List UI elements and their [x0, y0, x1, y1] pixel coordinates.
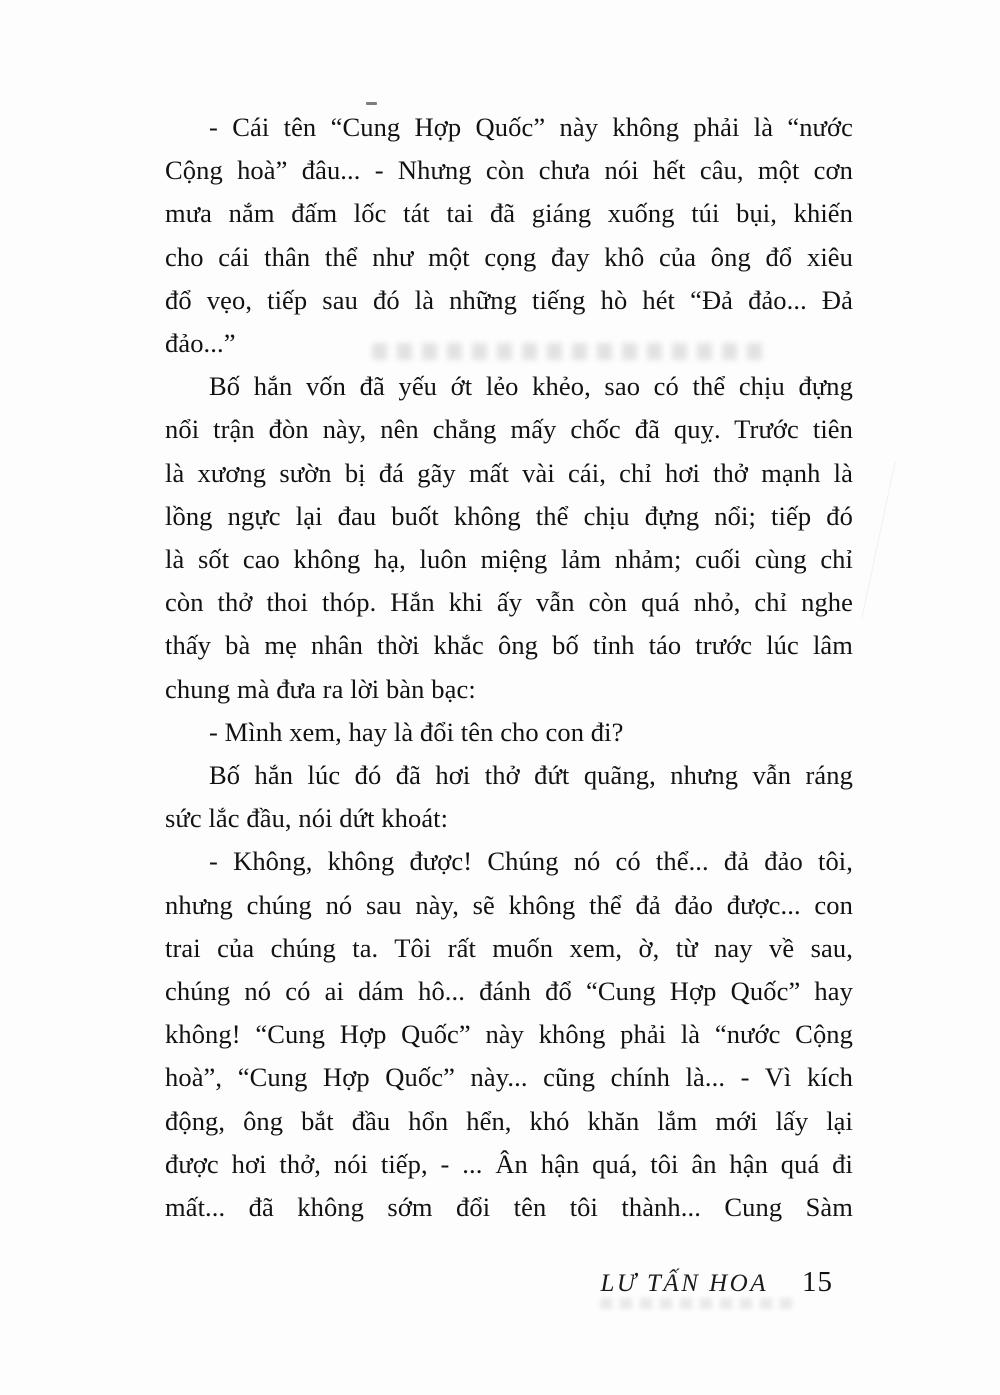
- text-line: là sốt cao không hạ, luôn miệng lảm nhảm; cuối cùng chỉ: [165, 544, 853, 575]
- text-line: động, ông bắt đầu hổn hển, khó khăn lắm mới lấy lại: [165, 1105, 853, 1136]
- text-line: trai của chúng ta. Tôi rất muốn xem, ờ, từ nay về sau,: [165, 932, 853, 963]
- text-line: cho cái thân thể như một cọng đay khô của ông đổ xiêu: [165, 241, 853, 272]
- text-line: không! “Cung Hợp Quốc” này không phải là “nước Cộng: [165, 1019, 853, 1050]
- paragraph: [165, 840, 853, 1229]
- text-line: Cộng hoà” đâu... - Nhưng còn chưa nói hết câu, một cơn: [165, 155, 853, 186]
- scan-dash-artifact: [366, 102, 377, 105]
- paragraph: [165, 711, 853, 754]
- text-line: đổ vẹo, tiếp sau đó là những tiếng hò hét “Đả đảo... Đả: [165, 284, 853, 315]
- text-line: nổi trận đòn này, nên chẳng mấy chốc đã quỵ. Trước tiên: [165, 414, 853, 445]
- text-line: là xương sườn bị đá gãy mất vài cái, chỉ hơi thở mạnh là: [165, 457, 853, 488]
- text-line: đảo...”: [165, 328, 236, 359]
- text-line: hoà”, “Cung Hợp Quốc” này... cũng chính là... - Vì kích: [165, 1062, 853, 1093]
- page-footer: [601, 1266, 833, 1299]
- ghost-smudge-artifact: [600, 1298, 800, 1309]
- text-line: lồng ngực lại đau buốt không thể chịu đựng nổi; tiếp đó: [165, 500, 853, 531]
- scan-scratch-artifact: [861, 462, 895, 619]
- text-line: - Mình xem, hay là đổi tên cho con đi?: [209, 716, 624, 747]
- text-line: - Cái tên “Cung Hợp Quốc” này không phải là “nước: [209, 112, 853, 142]
- text-line: chúng nó có ai dám hô... đánh đổ “Cung Hợp Quốc” hay: [165, 976, 853, 1007]
- text-line: mưa nắm đấm lốc tát tai đã giáng xuống túi bụi, khiến: [165, 198, 853, 229]
- text-line: - Không, không được! Chúng nó có thể... đả đảo tôi,: [209, 846, 853, 877]
- text-line: chung mà đưa ra lời bàn bạc:: [165, 673, 476, 704]
- text-line: được hơi thở, nói tiếp, - ... Ân hận quá, tôi ân hận quá đi: [165, 1148, 853, 1179]
- text-line: nhưng chúng nó sau này, sẽ không thể đả đảo được... con: [165, 889, 853, 920]
- page-text: [165, 106, 853, 1229]
- text-line: sức lắc đầu, nói dứt khoát:: [165, 803, 449, 834]
- author-name: LƯ TẤN HOA: [600, 1270, 768, 1297]
- paragraph: [165, 754, 853, 840]
- text-line: Bố hắn lúc đó đã hơi thở đứt quãng, nhưng vẫn ráng: [209, 760, 853, 791]
- text-line: mất... đã không sớm đổi tên tôi thành... Cung Sàm: [165, 1192, 853, 1223]
- paragraph: [165, 365, 853, 711]
- text-line: còn thở thoi thóp. Hắn khi ấy vẫn còn quá nhỏ, chỉ nghe: [165, 587, 853, 618]
- page-number: 15: [802, 1266, 833, 1298]
- text-line: thấy bà mẹ nhân thời khắc ông bố tỉnh táo trước lúc lâm: [165, 630, 853, 661]
- text-line: Bố hắn vốn đã yếu ớt lẻo khẻo, sao có thể chịu đựng: [209, 371, 853, 402]
- paragraph: [165, 106, 853, 365]
